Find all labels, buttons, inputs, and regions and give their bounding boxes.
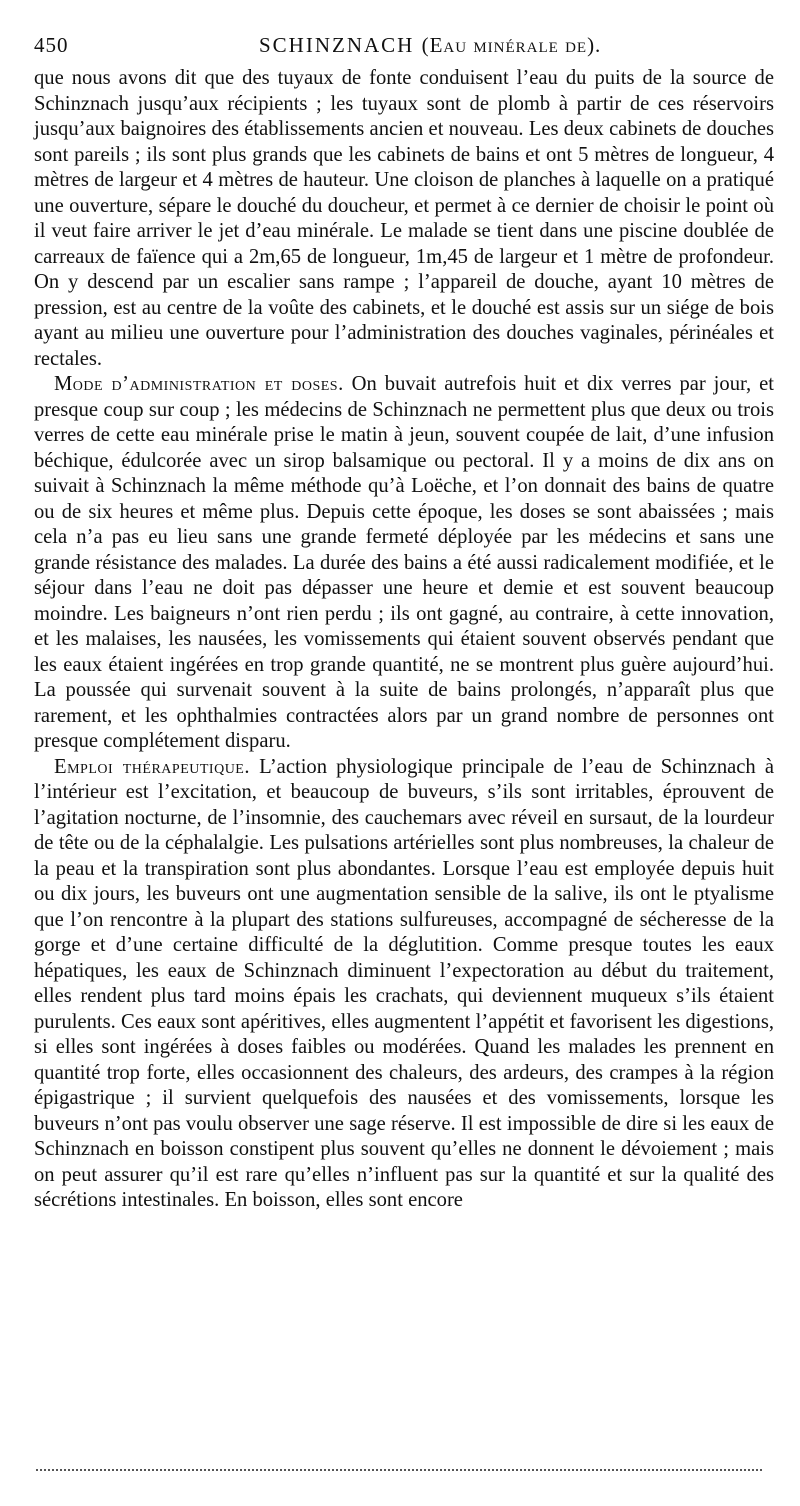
running-title xyxy=(259,33,601,58)
paragraph-text: que nous avons dit que des tuyaux de fonte conduisent l’eau du puits de la source de Schinznach jusqu’aux récipients ; les tuyaux sont de plomb à partir de ces réservoirs jusqu’aux baignoires des établissements ancien et nouveau. Les deux cabinets de douches sont pareils ; ils sont plus grands que les cabinets de bains et ont 5 mètres de longueur, 4 mètres de largeur et 4 mètres de hauteur. Une cloison de planches à laquelle on a pratiqué une ouverture, sépare le douché du doucheur, et permet à ce dernier de choisir le point où il veut faire arriver le jet d’eau minérale. Le malade se tient dans une piscine doublée de carreaux de faïence qui a 2m,65 de longueur, 1m,45 de largeur et 1 mètre de profondeur. On y descend par un escalier sans rampe ; l’appareil de douche, ayant 10 mètres de pression, est au centre de la voûte des cabinets, et le douché est assis sur un siége de bois ayant au milieu une ouverture pour l’administration des douches vaginales, périnéales et rectales. xyxy=(34,67,774,370)
paragraph-mode-administration xyxy=(34,372,774,755)
paragraph-continued xyxy=(34,66,774,372)
paragraph-text: On buvait autrefois huit et dix verres par jour, et presque coup sur coup ; les médecins de Schinznach ne permettent plus que deux ou trois verres de cette eau minérale prise le matin à jeun, souvent coupée de lait, d’une infusion béchique, édulcorée avec un sirop balsamique ou pectoral. Il y a moins de dix ans on suivait à Schinznach la même méthode qu’à Loëche, et l’on donnait des bains de quatre ou de six heures et même plus. Depuis cette époque, les doses se sont abaissées ; mais cela n’a pas eu lieu sans une grande fermeté déployée par les médecins et sans une grande résistance des malades. La durée des bains a été aussi radicalement modifiée, et le séjour dans l’eau ne doit pas dépasser une heure et demie et est souvent beaucoup moindre. Les baigneurs n’ont rien perdu ; ils ont gagné, au contraire, à cette innovation, et les malaises, les nausées, les vomissements qui étaient souvent observés pendant que les eaux étaient ingérées en trop grande quantité, ne se montrent plus guère aujourd’hui. La poussée qui survenait souvent à la suite de bains prolongés, n’apparaît plus que rarement, et les ophthalmies contractées alors par un grand nombre de personnes ont presque complétement disparu. xyxy=(34,373,774,752)
paragraph-emploi-therapeutique xyxy=(34,755,774,1214)
paragraph-text: L’action physiologique principale de l’eau de Schinznach à l’intérieur est l’excitation, et beaucoup de buveurs, s’ils sont irritables, éprouvent de l’agitation nocturne, de l’insomnie, des cauchemars avec réveil en sursaut, de la lourdeur de tête ou de la céphalalgie. Les pulsations artérielles sont plus nombreuses, la chaleur de la peau et la transpiration sont plus abondantes. Lorsque l’eau est employée depuis huit ou dix jours, les buveurs ont une augmentation sensible de la salive, ils ont le ptyalisme que l’on rencontre à la plupart des stations sulfureuses, accompagné de sécheresse de la gorge et d’une certaine difficulté de la déglutition. Comme presque toutes les eaux hépatiques, les eaux de Schinznach diminuent l’expectoration au début du traitement, elles rendent plus tard moins épais les crachats, qui deviennent muqueux s’ils étaient purulents. Ces eaux sont apéritives, elles augmentent l’appétit et favorisent les digestions, si elles sont ingérées à doses faibles ou modérées. Quand les malades les prennent en quantité trop forte, elles occasionnent des chaleurs, des ardeurs, des crampes à la région épigastrique ; il survient quelquefois des nausées et des vomissements, lorsque les buveurs n’ont pas voulu observer une sage réserve. Il est impossible de dire si les eaux de Schinznach en boisson constipent plus souvent qu’elles ne donnent le dévoiement ; mais on peut assurer qu’il est rare qu’elles n’influent pas sur la quantité et sur la qualité des sécrétions intestinales. En boisson, elles sont encore xyxy=(34,755,774,1211)
page-number: 450 xyxy=(34,33,69,57)
running-title-subtitle: (Eau minérale de). xyxy=(421,33,602,57)
section-lead-heading: Mode d’administration et doses. xyxy=(54,373,344,395)
running-title-main: SCHINZNACH xyxy=(259,33,415,57)
footer-dotted-rule xyxy=(36,1469,762,1471)
running-header xyxy=(34,33,772,63)
body-text xyxy=(34,66,774,1214)
section-lead-heading: Emploi thérapeutique. xyxy=(54,755,251,778)
